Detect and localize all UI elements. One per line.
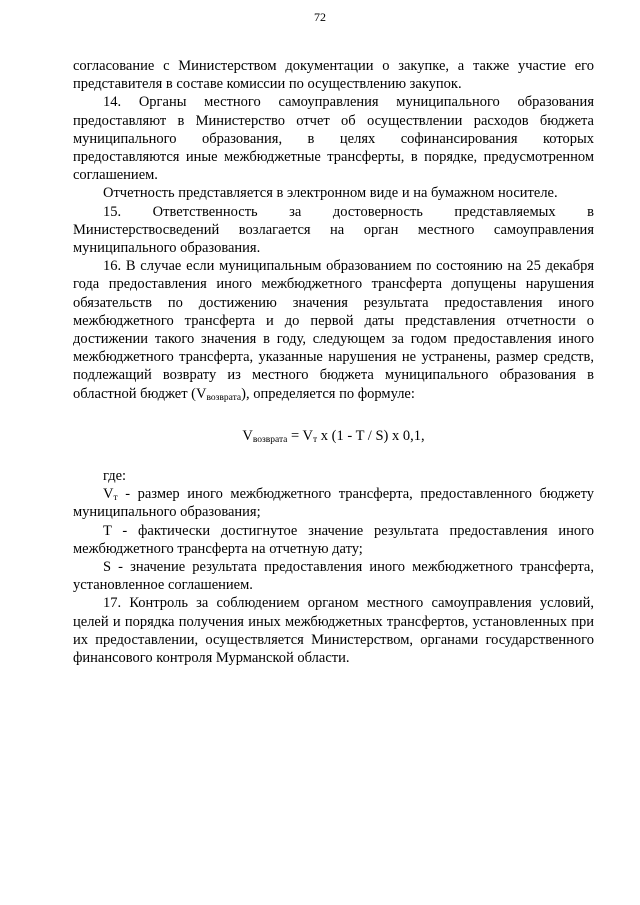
formula-vt-subscript: т [313, 434, 318, 445]
definition-s: S - значение результата предоставления иного межбюджетного трансферта, установленное соглашением. [73, 559, 594, 594]
paragraph-14: 14. Органы местного самоуправления муниципального образования предоставляют в Министерство отчет об осуществлении расходов бюджета муниципального образования, в целях софинансирования которых предоставляются иные межбюджетные трансферты, в порядке, предусмотренном соглашением. [73, 94, 594, 184]
where-label: где: [103, 468, 127, 485]
formula [73, 427, 594, 445]
paragraph-16-text: 16. В случае если муниципальным образованием по состоянию на 25 декабря года предоставления иного межбюджетного трансферта допущены нарушения обязательств по достижению значения результата предоставления иного межбюджетного трансферта и до первой даты представления отчетности о достижении такого значения в году, следующем за годом предоставления иного межбюджетного трансферта, указанные нарушения не устранены, размер средств, подлежащий возврату из местного бюджета муниципального образования в областной бюджет (V [73, 258, 594, 402]
definition-t: T - фактически достигнутое значение результата предоставления иного межбюджетного трансферта на отчетную дату; [73, 522, 594, 557]
paragraph-15: 15. Ответственность за достоверность представляемых в Министерствосведений возлагается на орган местного самоуправления муниципального образования. [73, 203, 594, 257]
paragraph-17: 17. Контроль за соблюдением органом местного самоуправления условий, целей и порядка получения иных межбюджетных трансфертов, установленных при их предоставлении, осуществляется Министерством, органами государственного финансового контроля Мурманской области. [73, 595, 594, 667]
paragraph-16-subscript: возврата [206, 392, 242, 403]
formula-lhs: V [242, 427, 253, 444]
paragraph-16-tail: ), определяется по формуле: [241, 385, 415, 402]
paragraph-14-reporting: Отчетность представляется в электронном виде и на бумажном носителе. [103, 185, 558, 202]
formula-rest: x (1 - T / S) x 0,1, [317, 427, 425, 444]
definition-vt [73, 485, 594, 521]
page-number: 72 [314, 10, 326, 24]
definition-vt-text: - размер иного межбюджетного трансферта, предоставленного бюджету муниципального образования; [73, 486, 594, 521]
formula-lhs-subscript: возвратa [252, 434, 288, 445]
definition-vt-symbol: V [103, 486, 114, 503]
formula-eq: = V [287, 427, 314, 444]
document-body [73, 57, 594, 667]
paragraph-16 [73, 257, 594, 403]
paragraph-continuation: согласование с Министерством документации о закупке, а также участие его представителя в составе комиссии по осуществлению закупок. [73, 58, 594, 93]
definition-vt-subscript: т [113, 493, 118, 504]
